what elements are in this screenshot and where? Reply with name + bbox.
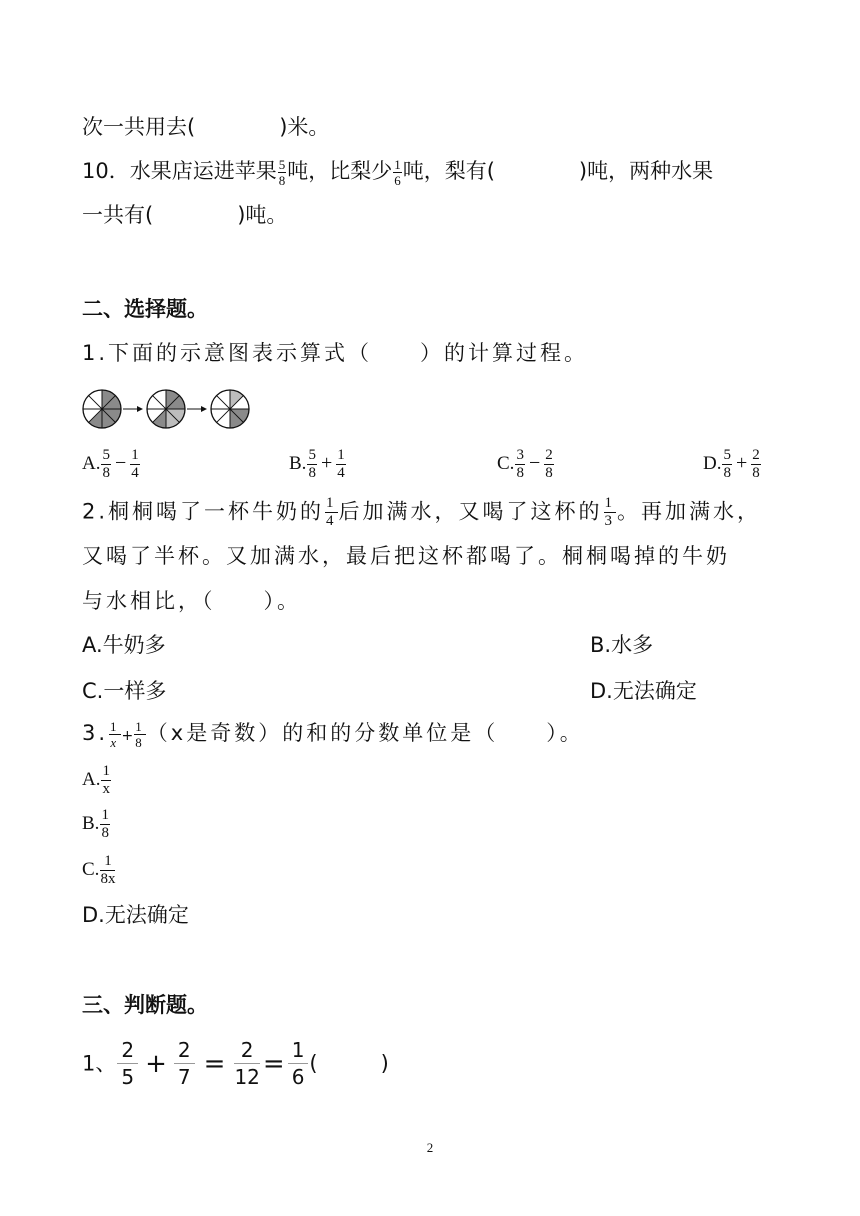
q10-fraction-diff: $\frac{1}{6}$ <box>394 156 401 188</box>
mc1-option-c: C. $\frac{3}{8}$ − $\frac{2}{8}$ <box>497 447 553 482</box>
tf1-line: 1、 $\frac{2}{5}$ + $\frac{2}{7}$ = $\frac{2}{12}$ = $\frac{1}{6}$ ( ) <box>82 1038 389 1089</box>
q10-line1 <box>82 156 713 187</box>
pie-diagram <box>82 385 252 433</box>
mc3-option-c: C. $\frac{1}{8x}$ <box>82 853 116 887</box>
mc3-option-b: B. $\frac{1}{8}$ <box>82 807 109 841</box>
mc3-option-d: D.无法确定 <box>82 903 189 927</box>
pie-circle-3 <box>211 390 249 428</box>
mc3-option-a: A. $\frac{1}{x}$ <box>82 763 110 797</box>
pie-circle-1 <box>83 390 121 428</box>
mc1-option-a: A. $\frac{5}{8}$ − $\frac{1}{4}$ <box>82 447 139 482</box>
mc3-stem-line: 3. $\frac{1}{x}$ + $\frac{1}{8}$ （x是奇数）的和的分数单位是（ ）。 <box>82 718 584 750</box>
mc2-option-a: A.牛奶多 <box>82 633 166 657</box>
section-title-choice: 二、选择题。 <box>82 297 208 321</box>
q10-fraction-apple: $\frac{5}{8}$ <box>278 156 286 188</box>
q10-text-a: 10．水果店运进苹果 <box>82 159 277 183</box>
q9-tail: 次一共用去( )米。 <box>82 115 330 139</box>
mc2-option-d: D.无法确定 <box>590 679 697 703</box>
mc2-line3: 与水相比，（ ）。 <box>82 589 301 613</box>
page-number: 2 <box>426 1140 434 1155</box>
q10-text-b: 吨，比梨少 <box>287 159 393 183</box>
pie-circle-2 <box>147 390 185 428</box>
mc2-line2: 又喝了半杯。又加满水，最后把这杯都喝了。桐桐喝掉的牛奶 <box>82 544 730 568</box>
mc2-option-b: B.水多 <box>590 633 654 657</box>
q10-text-c: 吨，梨有( )吨，两种水果 <box>402 159 714 183</box>
mc2-line1: 2.桐桐喝了一杯牛奶的 $\frac{1}{4}$ 后加满水，又喝了这杯的 $\frac{1}{3}$ 。再加满水， <box>82 495 762 529</box>
mc1-option-d: D. $\frac{5}{8}$ + $\frac{2}{8}$ <box>703 447 760 482</box>
section-title-judge: 三、判断题。 <box>82 993 208 1017</box>
mc1-stem: 1.下面的示意图表示算式（ ）的计算过程。 <box>82 341 589 365</box>
mc2-option-c: C.一样多 <box>82 679 167 703</box>
q10-line2: 一共有( )吨。 <box>82 203 288 227</box>
mc1-option-b: B. $\frac{5}{8}$ + $\frac{1}{4}$ <box>289 447 345 482</box>
